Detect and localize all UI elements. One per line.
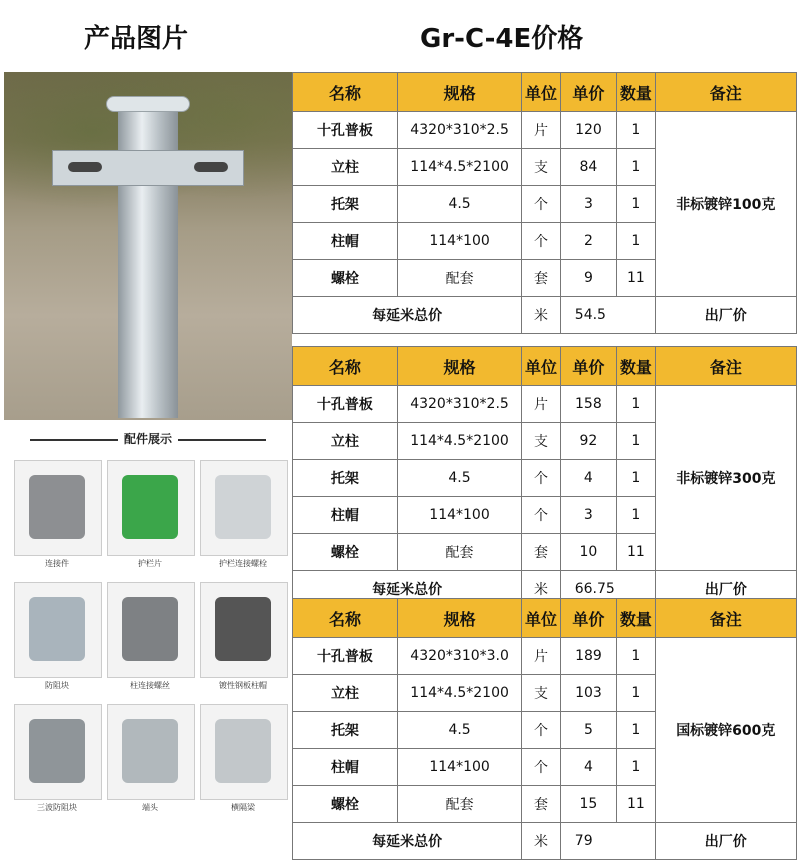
accessory-image (200, 704, 288, 800)
price-table (292, 598, 797, 860)
total-label: 每延米总价 (293, 571, 522, 608)
header-cell: 规格 (397, 599, 521, 638)
table-header-row (293, 599, 797, 638)
qty-cell: 1 (617, 638, 656, 675)
name-cell: 立柱 (293, 675, 398, 712)
accessories-title: 配件展示 (4, 430, 292, 450)
qty-cell: 1 (617, 112, 656, 149)
price-cell: 103 (560, 675, 616, 712)
qty-cell: 1 (617, 223, 656, 260)
spec-cell: 4320*310*2.5 (397, 112, 521, 149)
unit-cell: 支 (522, 423, 560, 460)
total-value: 66.75 (560, 571, 655, 608)
table-row (293, 638, 797, 675)
table-row (293, 386, 797, 423)
price-cell: 3 (560, 186, 616, 223)
spec-cell: 4320*310*3.0 (397, 638, 521, 675)
unit-cell: 个 (522, 223, 560, 260)
unit-cell: 个 (522, 749, 560, 786)
name-cell: 螺栓 (293, 260, 398, 297)
price-cell: 5 (560, 712, 616, 749)
price-cell: 10 (560, 534, 616, 571)
name-cell: 十孔普板 (293, 386, 398, 423)
spec-cell: 114*100 (397, 497, 521, 534)
note-cell: 非标镀锌100克 (655, 112, 796, 297)
accessory-label: 护栏连接螺栓 (219, 559, 267, 568)
accessory-image (14, 704, 102, 800)
accessory-item (200, 460, 286, 570)
qty-cell: 1 (617, 386, 656, 423)
accessory-item (200, 582, 286, 692)
factory-price-label: 出厂价 (655, 823, 796, 860)
name-cell: 螺栓 (293, 534, 398, 571)
header-cell: 备注 (655, 599, 796, 638)
accessory-image (200, 460, 288, 556)
qty-cell: 1 (617, 460, 656, 497)
factory-price-label: 出厂价 (655, 297, 796, 334)
product-photo (4, 72, 292, 420)
unit-cell: 套 (522, 260, 560, 297)
accessory-label: 镀性钢板柱帽 (219, 681, 267, 690)
price-cell: 92 (560, 423, 616, 460)
spec-cell: 配套 (397, 260, 521, 297)
accessory-image (107, 460, 195, 556)
total-unit: 米 (522, 823, 560, 860)
price-cell: 189 (560, 638, 616, 675)
qty-cell: 1 (617, 712, 656, 749)
price-cell: 84 (560, 149, 616, 186)
header-cell: 单价 (560, 73, 616, 112)
accessory-label: 防阻块 (45, 681, 69, 690)
spec-cell: 114*4.5*2100 (397, 423, 521, 460)
accessory-label: 柱连接螺丝 (130, 681, 170, 690)
spec-cell: 4.5 (397, 712, 521, 749)
qty-cell: 11 (617, 260, 656, 297)
unit-cell: 个 (522, 186, 560, 223)
unit-cell: 套 (522, 786, 560, 823)
unit-cell: 片 (522, 386, 560, 423)
table-header-row (293, 347, 797, 386)
header-cell: 单位 (522, 347, 560, 386)
spec-cell: 4320*310*2.5 (397, 386, 521, 423)
unit-cell: 个 (522, 497, 560, 534)
name-cell: 立柱 (293, 149, 398, 186)
qty-cell: 11 (617, 534, 656, 571)
header-cell: 备注 (655, 73, 796, 112)
total-unit: 米 (522, 571, 560, 608)
unit-cell: 套 (522, 534, 560, 571)
header-cell: 单位 (522, 599, 560, 638)
total-label: 每延米总价 (293, 823, 522, 860)
spec-cell: 配套 (397, 534, 521, 571)
header-cell: 备注 (655, 347, 796, 386)
header-cell: 名称 (293, 599, 398, 638)
header-cell: 规格 (397, 347, 521, 386)
spec-cell: 114*4.5*2100 (397, 675, 521, 712)
spec-cell: 配套 (397, 786, 521, 823)
spec-cell: 114*4.5*2100 (397, 149, 521, 186)
unit-cell: 片 (522, 638, 560, 675)
header-cell: 规格 (397, 73, 521, 112)
unit-cell: 个 (522, 712, 560, 749)
accessory-image (107, 704, 195, 800)
accessory-image (107, 582, 195, 678)
total-value: 54.5 (560, 297, 655, 334)
accessory-image (200, 582, 288, 678)
qty-cell: 1 (617, 186, 656, 223)
name-cell: 柱帽 (293, 749, 398, 786)
accessory-item (107, 582, 193, 692)
qty-cell: 1 (617, 675, 656, 712)
total-label: 每延米总价 (293, 297, 522, 334)
accessory-image (14, 460, 102, 556)
spec-cell: 4.5 (397, 460, 521, 497)
unit-cell: 支 (522, 675, 560, 712)
price-cell: 9 (560, 260, 616, 297)
accessory-item (14, 460, 100, 570)
header-cell: 单位 (522, 73, 560, 112)
price-table (292, 72, 797, 334)
accessory-item (200, 704, 286, 814)
product-image-title: 产品图片 (84, 24, 189, 54)
qty-cell: 11 (617, 786, 656, 823)
name-cell: 十孔普板 (293, 638, 398, 675)
total-row (293, 823, 797, 860)
price-cell: 4 (560, 749, 616, 786)
spec-cell: 114*100 (397, 223, 521, 260)
name-cell: 螺栓 (293, 786, 398, 823)
table-row (293, 112, 797, 149)
price-cell: 2 (560, 223, 616, 260)
header-cell: 名称 (293, 347, 398, 386)
name-cell: 托架 (293, 712, 398, 749)
unit-cell: 片 (522, 112, 560, 149)
accessory-label: 连接件 (45, 559, 69, 568)
accessory-label: 三波防阻块 (37, 803, 77, 812)
header-cell: 单价 (560, 599, 616, 638)
price-cell: 158 (560, 386, 616, 423)
accessory-image (14, 582, 102, 678)
header-cell: 名称 (293, 73, 398, 112)
price-cell: 120 (560, 112, 616, 149)
total-row (293, 297, 797, 334)
header-cell: 数量 (617, 347, 656, 386)
price-cell: 3 (560, 497, 616, 534)
price-table (292, 346, 797, 608)
accessory-label: 护栏片 (138, 559, 162, 568)
unit-cell: 支 (522, 149, 560, 186)
price-cell: 4 (560, 460, 616, 497)
qty-cell: 1 (617, 749, 656, 786)
table-header-row (293, 73, 797, 112)
unit-cell: 个 (522, 460, 560, 497)
spec-cell: 114*100 (397, 749, 521, 786)
accessory-item (107, 460, 193, 570)
header-cell: 单价 (560, 347, 616, 386)
name-cell: 托架 (293, 460, 398, 497)
name-cell: 托架 (293, 186, 398, 223)
accessory-item (107, 704, 193, 814)
total-value: 79 (560, 823, 655, 860)
qty-cell: 1 (617, 149, 656, 186)
price-title: Gr-C-4E价格 (420, 24, 584, 54)
name-cell: 十孔普板 (293, 112, 398, 149)
qty-cell: 1 (617, 497, 656, 534)
header-cell: 数量 (617, 73, 656, 112)
accessory-item (14, 704, 100, 814)
note-cell: 国标镀锌600克 (655, 638, 796, 823)
accessory-item (14, 582, 100, 692)
name-cell: 柱帽 (293, 497, 398, 534)
post-image (118, 100, 178, 418)
header-cell: 数量 (617, 599, 656, 638)
spec-cell: 4.5 (397, 186, 521, 223)
factory-price-label: 出厂价 (655, 571, 796, 608)
total-unit: 米 (522, 297, 560, 334)
accessory-label: 端头 (142, 803, 158, 812)
price-cell: 15 (560, 786, 616, 823)
note-cell: 非标镀锌300克 (655, 386, 796, 571)
accessory-label: 横隔梁 (231, 803, 255, 812)
name-cell: 立柱 (293, 423, 398, 460)
post-cap-image (106, 96, 190, 112)
name-cell: 柱帽 (293, 223, 398, 260)
qty-cell: 1 (617, 423, 656, 460)
